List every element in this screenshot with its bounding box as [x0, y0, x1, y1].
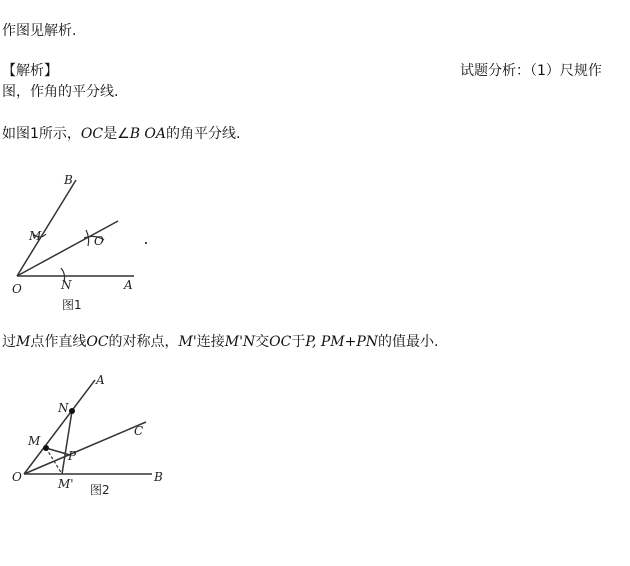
step2-p-sum: P, PM+PN: [305, 334, 379, 350]
ray-oc: [24, 422, 146, 474]
label-p: P: [68, 449, 77, 463]
step2-oc: OC: [86, 334, 109, 350]
ray-ob: [17, 180, 76, 276]
label-b: B: [64, 173, 73, 187]
label-a: A: [96, 373, 105, 387]
label-o: O: [12, 470, 22, 484]
step1-boa: B OA: [129, 126, 167, 142]
point-m: [43, 445, 49, 451]
analysis-continued-text: 图，作角的平分线.: [2, 84, 119, 100]
step2-text-e: 的对称点，: [108, 334, 179, 350]
step2-text-m: 的值最小.: [378, 334, 439, 350]
step2-mprime-n: M'N: [224, 334, 256, 350]
figure-1: [0, 168, 170, 318]
step1-figure-number: 1: [30, 126, 39, 142]
analysis-tag: 【解析】: [2, 63, 58, 79]
label-n: N: [58, 401, 69, 415]
label-m: M: [29, 229, 42, 243]
step2-oc-2: OC: [269, 334, 292, 350]
step2-mprime: M': [178, 334, 197, 350]
step2-line: [2, 333, 438, 351]
label-c: C: [134, 424, 144, 438]
ray-oa: [24, 380, 95, 474]
step1-text-g: 的角平分线.: [166, 126, 241, 142]
intro-line: 作图见解析.: [2, 23, 77, 39]
label-mprime: M': [58, 477, 74, 491]
segment-n-mprime: [62, 411, 72, 474]
step2-text-i: 交: [255, 334, 270, 350]
step2-text-a: 过: [2, 334, 16, 350]
figure-2: [0, 368, 175, 508]
step2-m: M: [16, 334, 31, 350]
figure-1-caption: 图1: [62, 298, 82, 312]
label-a: A: [124, 278, 133, 292]
step1-oc: OC: [80, 126, 104, 142]
label-b: B: [154, 470, 163, 484]
step2-text-k: 于: [291, 334, 306, 350]
stray-dot: [145, 242, 147, 244]
label-m: M: [28, 434, 41, 448]
point-n: [69, 408, 75, 414]
step1-line: [2, 125, 240, 143]
figure-2-caption: 图2: [90, 483, 110, 497]
label-o-point: O: [94, 234, 104, 248]
step1-text-e: 是∠: [103, 126, 130, 142]
step1-text-a: 如图: [2, 126, 30, 142]
label-o: O: [12, 282, 22, 296]
analysis-right-text: 试题分析：（1）尺规作: [460, 63, 602, 79]
step2-text-g: 连接: [196, 334, 225, 350]
step2-text-c: 点作直线: [30, 334, 87, 350]
step1-text-c: 所示，: [38, 126, 81, 142]
label-n: N: [61, 278, 72, 292]
